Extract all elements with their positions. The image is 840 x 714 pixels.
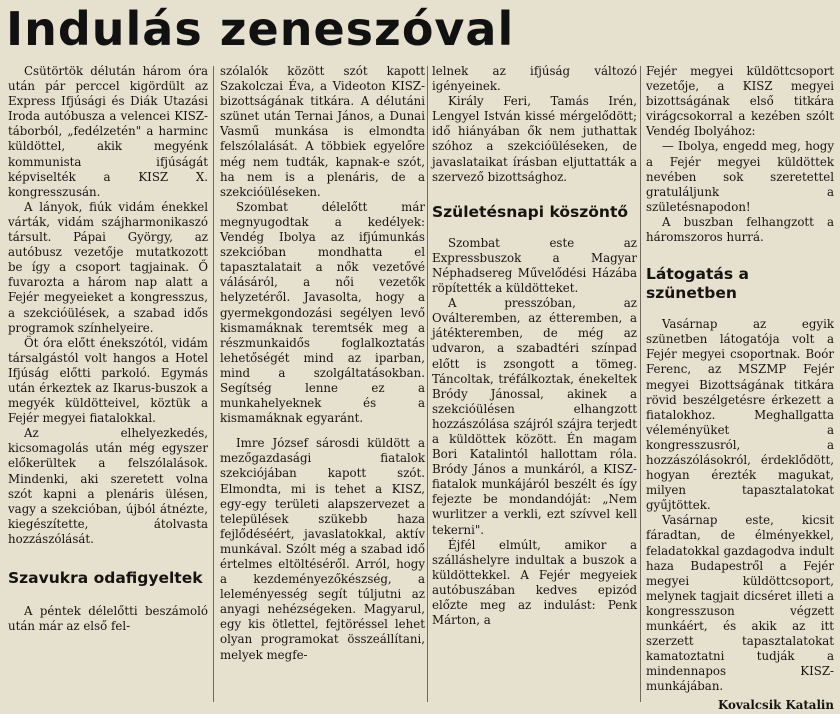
paragraph-gap bbox=[220, 426, 425, 436]
article-column-4 bbox=[646, 64, 834, 713]
paragraph: Éjfél elmúlt, amikor a szálláshelyre indultak a buszok a küldöttekkel. A Fejér megyeiek autóbuszában kedves epizód előzte meg az indulást: Penk Márton, a bbox=[432, 537, 637, 628]
column-rule bbox=[213, 66, 214, 702]
column-rule bbox=[640, 66, 641, 702]
paragraph: Vasárnap este, kicsit fáradtan, de élményekkel, feladatokkal gazdagodva indult haza Budapestről a Fejér megyei küldöttcsoport, melynek tagjait dicséret illeti a kongresszuson végzett munkáért, és akik az itt szerzett tapasztalatokat kamatoztatni tudják a mindennapos KISZ-munkájában. bbox=[646, 513, 834, 694]
column-rule bbox=[427, 66, 428, 702]
paragraph: Vasárnap az egyik szünetben látogatója volt a Fejér megyei csoportnak. Boór Ferenc, az MSZMP Fejér megyei Bizottságának titkára rövid beszélgetésre érkezett a fiatalokhoz. Meghallgatta véleményüket a kongresszusról, a hozzászólásokról, érdeklődött, hogyan érezték magukat, milyen tapasztalatokat gyűjtöttek. bbox=[646, 317, 834, 513]
section-subhead: Látogatás a szünetben bbox=[646, 265, 749, 303]
author-byline: Kovalcsik Katalin bbox=[718, 698, 834, 713]
paragraph: Fejér megyei küldöttcsoport vezetője, a KISZ megyei bizottságának első titkára virágcsokorral a kezében szólt Vendég Ibolyához: bbox=[646, 64, 834, 139]
paragraph: Imre József sárosdi küldött a mezőgazdasági fiatalok szekciójában kapott szót. Elmondta, mi is tehet a KISZ, egy-egy területi alapszervezet a települések szükebb haza fejlődéséért, javaslatokkal, aktív munkával. Szólt még a szabad idő értelmes eltöltéséről. Arról, hogy a kezdeményezőkészség, a leleményesség segít túljutni az anyagi nehézségeken. Magyarul, egy kis ötlettel, fejtöréssel lehet olyan programokat összeállítani, melyek megfe- bbox=[220, 436, 425, 662]
paragraph: Szombat délelőtt már megnyugodtak a kedélyek: Vendég Ibolya az ifjúmunkás szekcióban mondhatta el tapasztalatait a nők vezetővé válásáról, a női vezetők helyzetéről. Javasolta, hogy a gyermekgondozási segélyen levő kismamáknak teremtsék meg a részmunkaidős foglalkoztatás lehetőségét mind az iparban, mind a szolgáltatásokban. Segítség lenne ez a munkahelyeknek és a kismamáknak egyaránt. bbox=[220, 199, 425, 426]
paragraph: A péntek délelőtti beszámoló után már az első fel- bbox=[8, 604, 208, 634]
paragraph: A presszóban, az Oválteremben, az étteremben, a játékteremben, de még az udvaron, a szabadtéri színpad előtt is zsongott a tömeg. Táncoltak, tréfálkoztak, énekeltek Bródy Jánossal, akinek a szekcióülésen elhangzott hozzászólása szájról szájra terjedt a küldöttek között. Én magam Bori Katalintól hallottam róla. Bródy János a munkáról, a KISZ-fiatalok munkájáról beszélt és így fejezte be mondandóját: „Nem wurlitzer a verkli, ezt szívvel kell tekerni". bbox=[432, 296, 637, 537]
paragraph: A lányok, fiúk vidám énekkel várták, vidám szájharmonikaszó társult. Pápai György, az autóbusz vezetője mutatkozott be így a csoport tagjainak. Ő fuvarozta a három nap alatt a Fejér megyeieket a kongresszus, a szekcióülések, a szabad idős programok színhelyeire. bbox=[8, 199, 208, 335]
paragraph: szólalók között szót kapott Szakolczai Éva, a Videoton KISZ-bizottságának titkára. A délutáni szünet után Ternai János, a Dunai Vasmű munkása is elmondta felszólalását. A többiek egyelőre még nem tudták, kapnak-e szót, ha nem is a plenáris, de a szekcióüléseken. bbox=[220, 64, 425, 199]
article-column-2 bbox=[220, 64, 425, 702]
section-subhead: Születésnapi köszöntő bbox=[432, 202, 629, 221]
article-column-1 bbox=[8, 64, 208, 702]
paragraph: Szombat este az Expressbuszok a Magyar Néphadsereg Művelődési Házába röpítették a küldötteket. bbox=[432, 235, 637, 296]
section-subhead: Szavukra odafigyeltek bbox=[8, 569, 203, 587]
paragraph: Az elhelyezkedés, kicsomagolás után még egyszer előkerültek a felszólalások. Mindenki, aki szeretett volna szót kapni a plenáris ülésen, vagy a szekcióban, újból átnézte, kiegészítette, átolvasta hozzászólását. bbox=[8, 426, 208, 546]
headline: Indulás zeneszóval bbox=[6, 2, 515, 56]
article-column-3 bbox=[432, 64, 637, 702]
paragraph: lelnek az ifjúság változó igényeinek. bbox=[432, 64, 637, 94]
paragraph: — Ibolya, engedd meg, hogy a Fejér megyei küldöttek nevében sok szeretettel gratuláljunk a születésnapodon! bbox=[646, 139, 834, 214]
paragraph: Öt óra előtt énekszótól, vidám társalgástól volt hangos a Hotel Ifjúság előtti parkoló. Egymás után érkeztek az Ikarus-buszok a megyék küldötteivel, köztük a Fejér megyei fiatalokkal. bbox=[8, 335, 208, 426]
paragraph: Csütörtök délután három óra után pár perccel kigördült az Express Ifjúsági és Diák Utazási Iroda autóbusza a velencei KISZ-táborból, „fedélzetén" a harminc küldöttel, akik megyénk kommunista ifjúságát képviselték a KISZ X. kongresszusán. bbox=[8, 64, 208, 199]
paragraph: Király Feri, Tamás Irén, Lengyel István kissé mérgelődött; idő hiányában ők nem juthattak szóhoz a szekcióüléseken, de javaslataikat írásban eljuttatták a szervező bizottsághoz. bbox=[432, 94, 637, 184]
paragraph: A buszban felhangzott a háromszoros hurrá. bbox=[646, 214, 834, 245]
